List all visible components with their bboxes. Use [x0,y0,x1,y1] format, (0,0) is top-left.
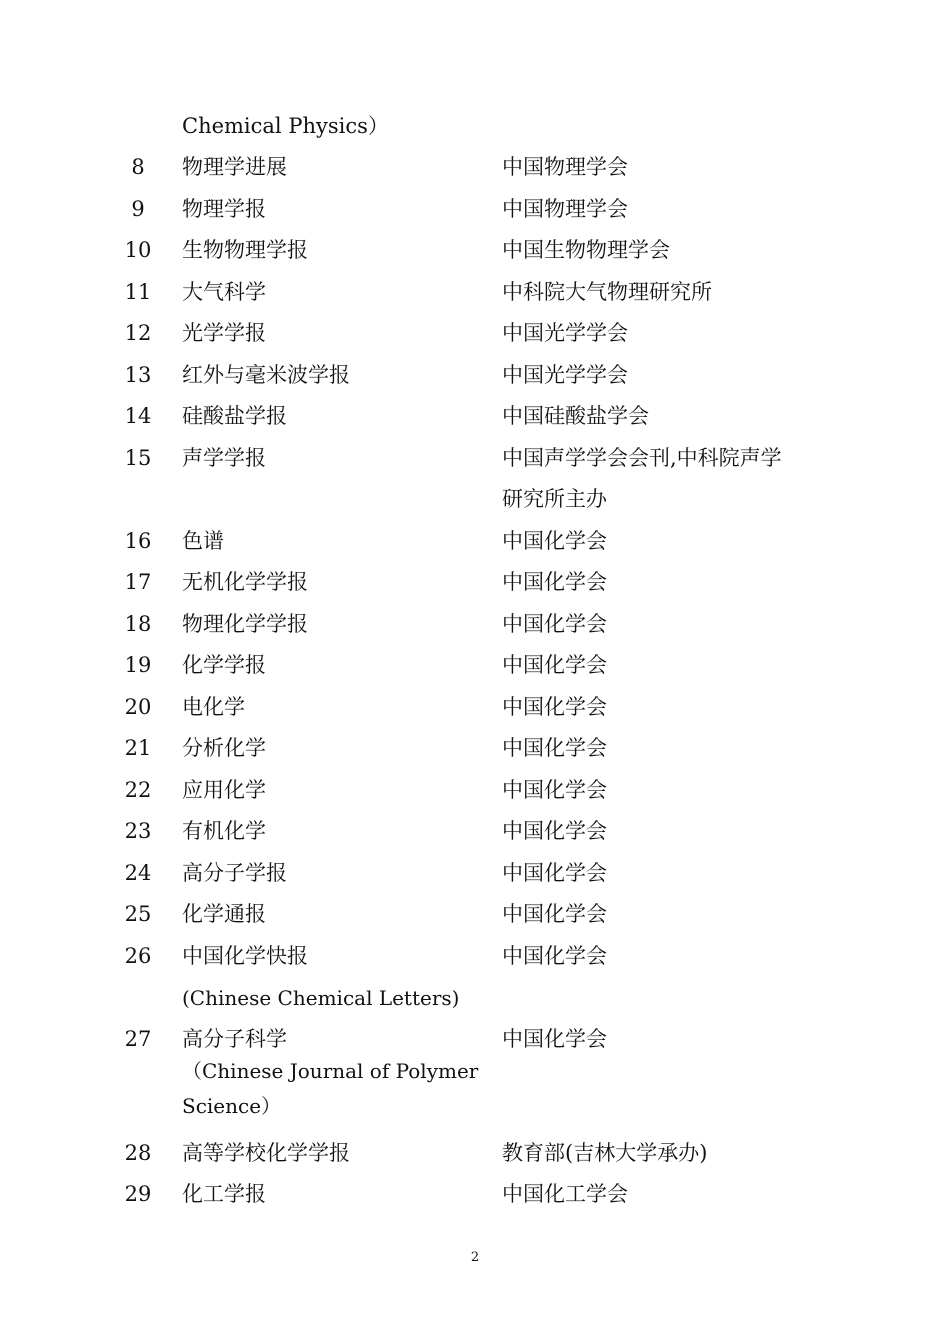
row-number: 23 [124,819,152,843]
journal-title: 高分子科学 [182,1027,287,1051]
journal-title: 化工学报 [182,1182,266,1206]
journal-title: 应用化学 [182,778,266,802]
row-number: 27 [124,1027,152,1051]
table-row [0,360,950,400]
journal-title: 分析化学 [182,736,266,760]
publisher: 中国化学会 [502,861,607,885]
table-row [0,277,950,317]
journal-title: 声学学报 [182,446,266,470]
publisher: 中国生物物理学会 [502,238,670,262]
journal-title: 化学学报 [182,653,266,677]
table-row-continuation [0,484,950,524]
journal-title-english: Science） [182,1094,282,1118]
row-number: 18 [124,612,152,636]
publisher: 中国化学会 [502,944,607,968]
table-row [0,443,950,483]
table-row [0,1138,950,1178]
table-row [0,152,950,192]
table-row-continuation [0,1056,950,1096]
journal-title: 有机化学 [182,819,266,843]
table-row [0,692,950,732]
publisher: 中科院大气物理研究所 [502,280,712,304]
row-number: 26 [124,944,152,968]
row-number: 24 [124,861,152,885]
journal-title: 电化学 [182,695,245,719]
table-row [0,775,950,815]
journal-title-english: (Chinese Chemical Letters) [182,986,460,1010]
row-number: 13 [124,363,152,387]
row-number: 16 [124,529,152,553]
publisher: 中国化工学会 [502,1182,628,1206]
table-row [0,609,950,649]
table-row [0,1179,950,1219]
table-row-continuation [0,983,950,1023]
table-row [0,899,950,939]
journal-title-english: （Chinese Journal of Polymer [182,1059,479,1083]
publisher: 中国化学会 [502,570,607,594]
table-row [0,941,950,981]
table-row [0,235,950,275]
row-number: 15 [124,446,152,470]
publisher: 中国声学学会会刊,中科院声学 [502,446,782,470]
journal-title: 色谱 [182,529,224,553]
journal-title: 高分子学报 [182,861,287,885]
journal-title: 无机化学学报 [182,570,308,594]
publisher: 中国化学会 [502,819,607,843]
journal-title: 物理学进展 [182,155,287,179]
row-number: 28 [124,1141,152,1165]
table-row [0,318,950,358]
journal-title: 中国化学快报 [182,944,308,968]
table-row [0,650,950,690]
page-number: 2 [470,1250,480,1265]
publisher: 中国物理学会 [502,197,628,221]
continuation-line [0,111,950,151]
journal-title: 高等学校化学学报 [182,1141,350,1165]
table-row [0,526,950,566]
publisher: 中国化学会 [502,902,607,926]
row-number: 19 [124,653,152,677]
publisher: 教育部(吉林大学承办) [502,1141,708,1165]
journal-title: 生物物理学报 [182,238,308,262]
row-number: 9 [131,197,145,221]
journal-title: 物理化学学报 [182,612,308,636]
publisher: 中国化学会 [502,778,607,802]
table-row [0,194,950,234]
row-number: 21 [124,736,152,760]
row-number: 20 [124,695,152,719]
row-number: 17 [124,570,152,594]
table-row-continuation [0,1091,950,1131]
table-row [0,858,950,898]
row-number: 29 [124,1182,152,1206]
journal-title: 红外与毫米波学报 [182,363,350,387]
publisher: 中国化学会 [502,736,607,760]
journal-title: 物理学报 [182,197,266,221]
table-row [0,733,950,773]
table-row [0,567,950,607]
publisher: 中国物理学会 [502,155,628,179]
journal-title-continuation: Chemical Physics） [182,114,389,138]
row-number: 8 [131,155,145,179]
row-number: 10 [124,238,152,262]
table-row [0,401,950,441]
journal-title: 化学通报 [182,902,266,926]
publisher-continuation: 研究所主办 [502,487,607,511]
publisher: 中国化学会 [502,612,607,636]
row-number: 12 [124,321,152,345]
row-number: 14 [124,404,152,428]
publisher: 中国光学学会 [502,363,628,387]
publisher: 中国光学学会 [502,321,628,345]
row-number: 11 [124,280,152,304]
publisher: 中国化学会 [502,653,607,677]
journal-title: 硅酸盐学报 [182,404,287,428]
table-row [0,816,950,856]
publisher: 中国化学会 [502,695,607,719]
row-number: 25 [124,902,152,926]
publisher: 中国硅酸盐学会 [502,404,649,428]
row-number: 22 [124,778,152,802]
publisher: 中国化学会 [502,529,607,553]
journal-title: 大气科学 [182,280,266,304]
journal-title: 光学学报 [182,321,266,345]
publisher: 中国化学会 [502,1027,607,1051]
